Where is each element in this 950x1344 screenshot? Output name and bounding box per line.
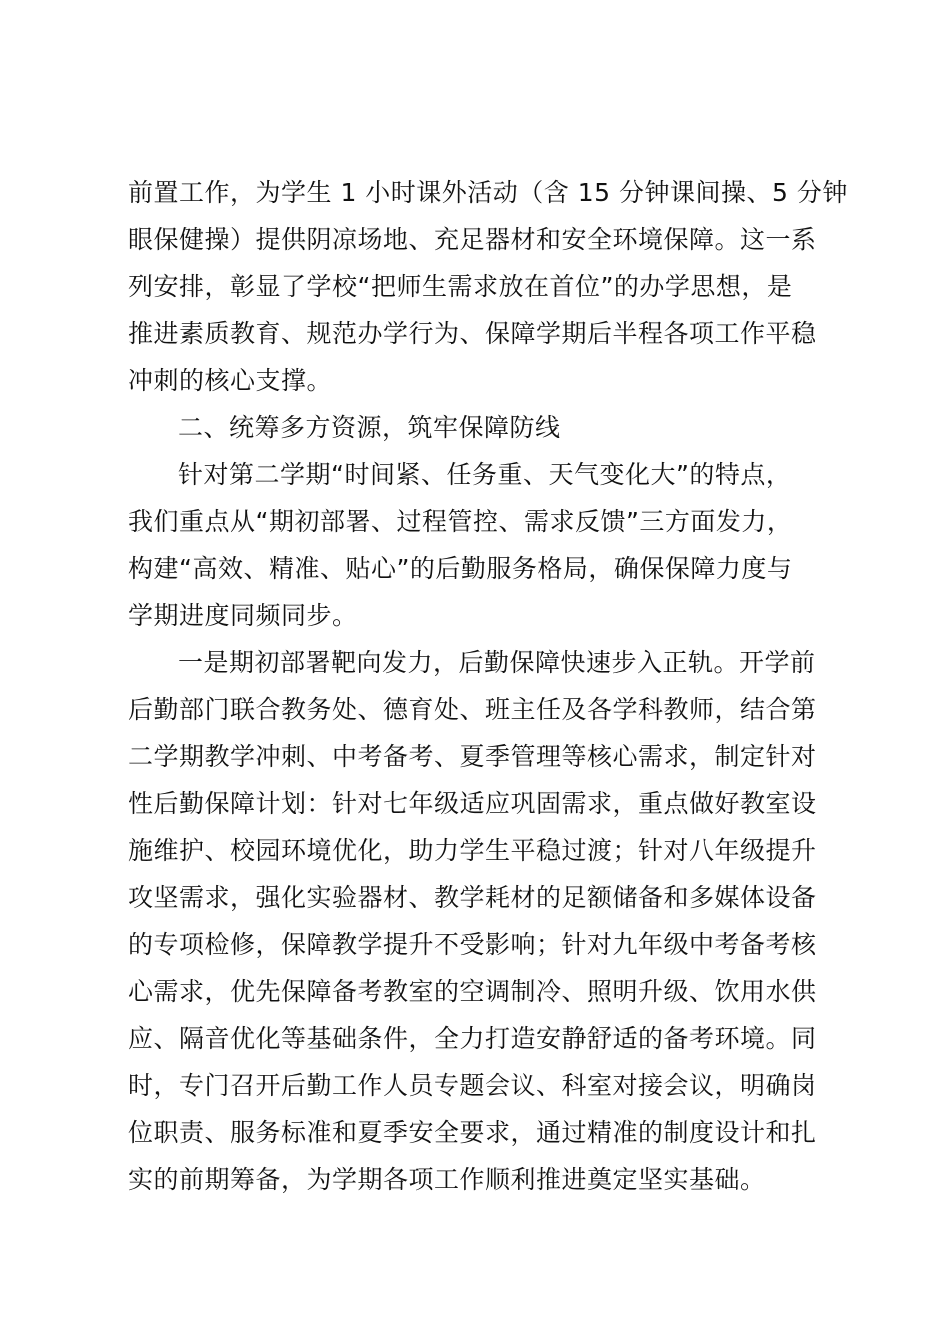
paragraph-1-line-4: 推进素质教育、规范办学行为、保障学期后半程各项工作平稳	[128, 319, 817, 348]
paragraph-1-line-2: 眼保健操）提供阴凉场地、充足器材和安全环境保障。这一系	[128, 225, 817, 254]
paragraph-2-line-1: 针对第二学期“时间紧、任务重、天气变化大”的特点，	[178, 460, 792, 489]
paragraph-3-line-2: 后勤部门联合教务处、德育处、班主任及各学科教师，结合第	[128, 695, 817, 724]
paragraph-2-line-4: 学期进度同频同步。	[128, 601, 358, 630]
paragraph-1-line-3: 列安排，彰显了学校“把师生需求放在首位”的办学思想，是	[128, 272, 793, 301]
paragraph-3-line-10: 时，专门召开后勤工作人员专题会议、科室对接会议，明确岗	[128, 1071, 817, 1100]
paragraph-1-line-1: 前置工作，为学生 1 小时课外活动（含 15 分钟课间操、5 分钟	[128, 178, 848, 207]
paragraph-3-line-3: 二学期教学冲刺、中考备考、夏季管理等核心需求，制定针对	[128, 742, 817, 771]
paragraph-3-line-6: 攻坚需求，强化实验器材、教学耗材的足额储备和多媒体设备	[128, 883, 817, 912]
paragraph-1-line-5: 冲刺的核心支撑。	[128, 366, 333, 395]
paragraph-2-line-2: 我们重点从“期初部署、过程管控、需求反馈”三方面发力，	[128, 507, 793, 536]
paragraph-3-line-11: 位职责、服务标准和夏季安全要求，通过精准的制度设计和扎	[128, 1118, 817, 1147]
paragraph-3-line-12: 实的前期筹备，为学期各项工作顺利推进奠定坚实基础。	[128, 1165, 766, 1194]
paragraph-3-line-1: 一是期初部署靶向发力，后勤保障快速步入正轨。开学前	[178, 648, 816, 677]
paragraph-3-line-5: 施维护、校园环境优化，助力学生平稳过渡；针对八年级提升	[128, 836, 817, 865]
paragraph-2-line-3: 构建“高效、精准、贴心”的后勤服务格局，确保保障力度与	[128, 554, 793, 583]
paragraph-3-line-4: 性后勤保障计划：针对七年级适应巩固需求，重点做好教室设	[128, 789, 817, 818]
paragraph-3-line-9: 应、隔音优化等基础条件，全力打造安静舒适的备考环境。同	[128, 1024, 817, 1053]
section-heading: 二、统筹多方资源，筑牢保障防线	[178, 413, 561, 442]
paragraph-3-line-7: 的专项检修，保障教学提升不受影响；针对九年级中考备考核	[128, 930, 817, 959]
paragraph-3-line-8: 心需求，优先保障备考教室的空调制冷、照明升级、饮用水供	[128, 977, 817, 1006]
